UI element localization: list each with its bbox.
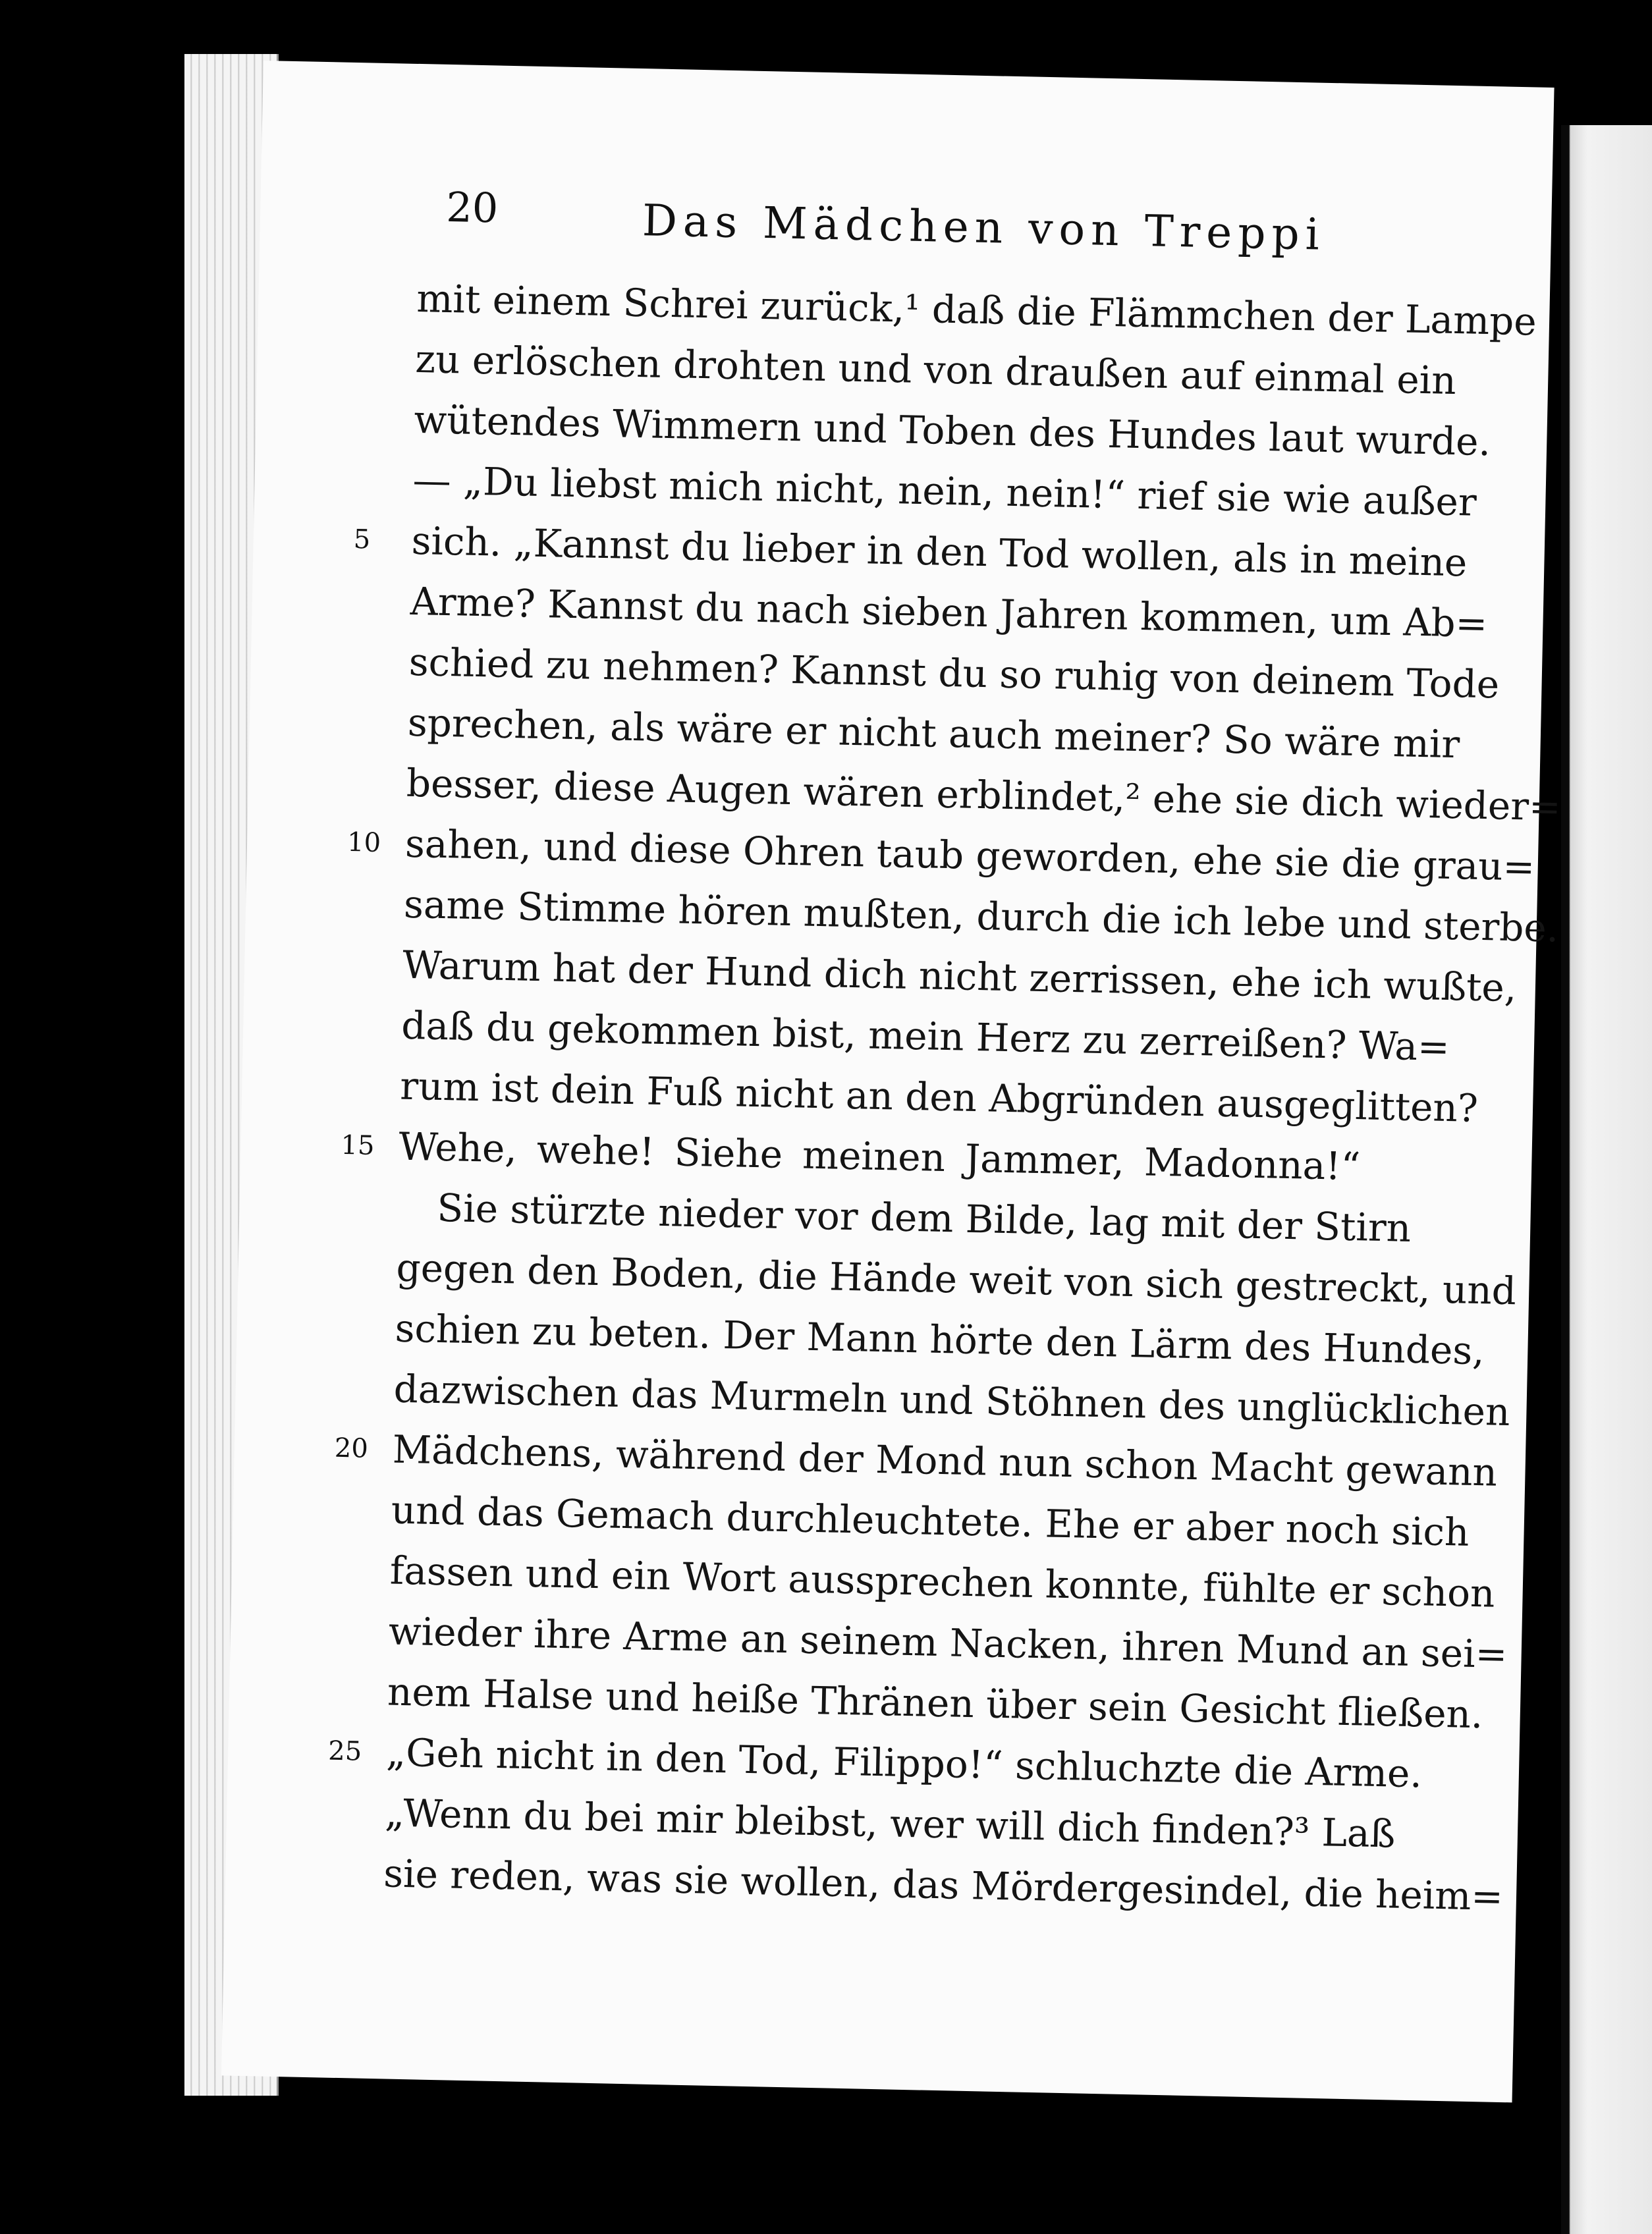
line-number: 25 — [327, 1735, 362, 1767]
line-text: nem Halse und heiße Thränen über sein Gesicht fließen. — [387, 1669, 1484, 1737]
body-text — [327, 268, 1562, 1924]
line-text: same Stimme hören mußten, durch die ich lebe und sterbe. — [403, 881, 1559, 951]
line-text: und das Gemach durchleuchtete. Ehe er aber noch sich — [391, 1487, 1470, 1555]
line-text: besser, diese Augen wären erblindet,² ehe sie dich wieder= — [406, 760, 1562, 830]
line-text: „Wenn du bei mir bleibst, wer will dich finden?³ Laß — [384, 1790, 1396, 1857]
line-text: Warum hat der Hund dich nicht zerrissen, ehe ich wußte, — [402, 942, 1517, 1011]
line-text: wieder ihre Arme an seinem Nacken, ihren Mund an sei= — [388, 1608, 1508, 1677]
line-text: sich. „Kannst du lieber in den Tod wollen, als in meine — [411, 518, 1468, 586]
running-title: Das Mädchen von Treppi — [642, 195, 1326, 260]
line-text: rum ist dein Fuß nicht an den Abgründen ausgeglitten? — [399, 1063, 1479, 1131]
line-text: schied zu nehmen? Kannst du so ruhig von deinem Tode — [408, 639, 1500, 707]
line-text: daß du gekommen bist, mein Herz zu zerreißen? Wa= — [400, 1002, 1450, 1070]
line-text: Wehe, wehe! Siehe meinen Jammer, Madonna!“ — [398, 1124, 1361, 1189]
line-text: Sie stürzte nieder vor dem Bilde, lag mit der Stirn — [436, 1185, 1412, 1251]
line-number: 15 — [341, 1130, 375, 1161]
line-text: sie reden, was sie wollen, das Mördergesindel, die heim= — [383, 1851, 1504, 1920]
line-number: 5 — [353, 524, 371, 555]
line-text: mit einem Schrei zurück,¹ daß die Flämmchen der Lampe — [416, 275, 1537, 344]
line-text: „Geh nicht in den Tod, Filippo!“ schluchzte die Arme. — [385, 1730, 1423, 1797]
line-number: 20 — [334, 1432, 369, 1464]
line-text: zu erlöschen drohten und von draußen auf einmal ein — [414, 336, 1457, 404]
line-number: 10 — [346, 827, 381, 858]
line-text: schien zu beten. Der Mann hörte den Lärm des Hundes, — [395, 1305, 1485, 1374]
page-number: 20 — [445, 182, 499, 232]
line-text: fassen und ein Wort aussprechen konnte, fühlte er schon — [389, 1548, 1496, 1616]
line-text: Arme? Kannst du nach sieben Jahren kommen, um Ab= — [410, 578, 1488, 647]
line-text: wütendes Wimmern und Toben des Hundes laut wurde. — [413, 396, 1491, 465]
facing-page-edge — [1561, 125, 1652, 2234]
line-text: sprechen, als wäre er nicht auch meiner? So wäre mir — [407, 699, 1460, 767]
line-text: — „Du liebst mich nicht, nein, nein!“ rief sie wie außer — [412, 457, 1477, 525]
line-text: Mädchens, während der Mond nun schon Macht gewann — [392, 1427, 1498, 1495]
book-page — [221, 61, 1562, 2102]
line-text: sahen, und diese Ohren taub geworden, ehe sie die grau= — [404, 821, 1535, 890]
line-text: gegen den Boden, die Hände weit von sich gestreckt, und — [395, 1245, 1517, 1314]
line-text: dazwischen das Murmeln und Stöhnen des unglücklichen — [393, 1366, 1511, 1435]
